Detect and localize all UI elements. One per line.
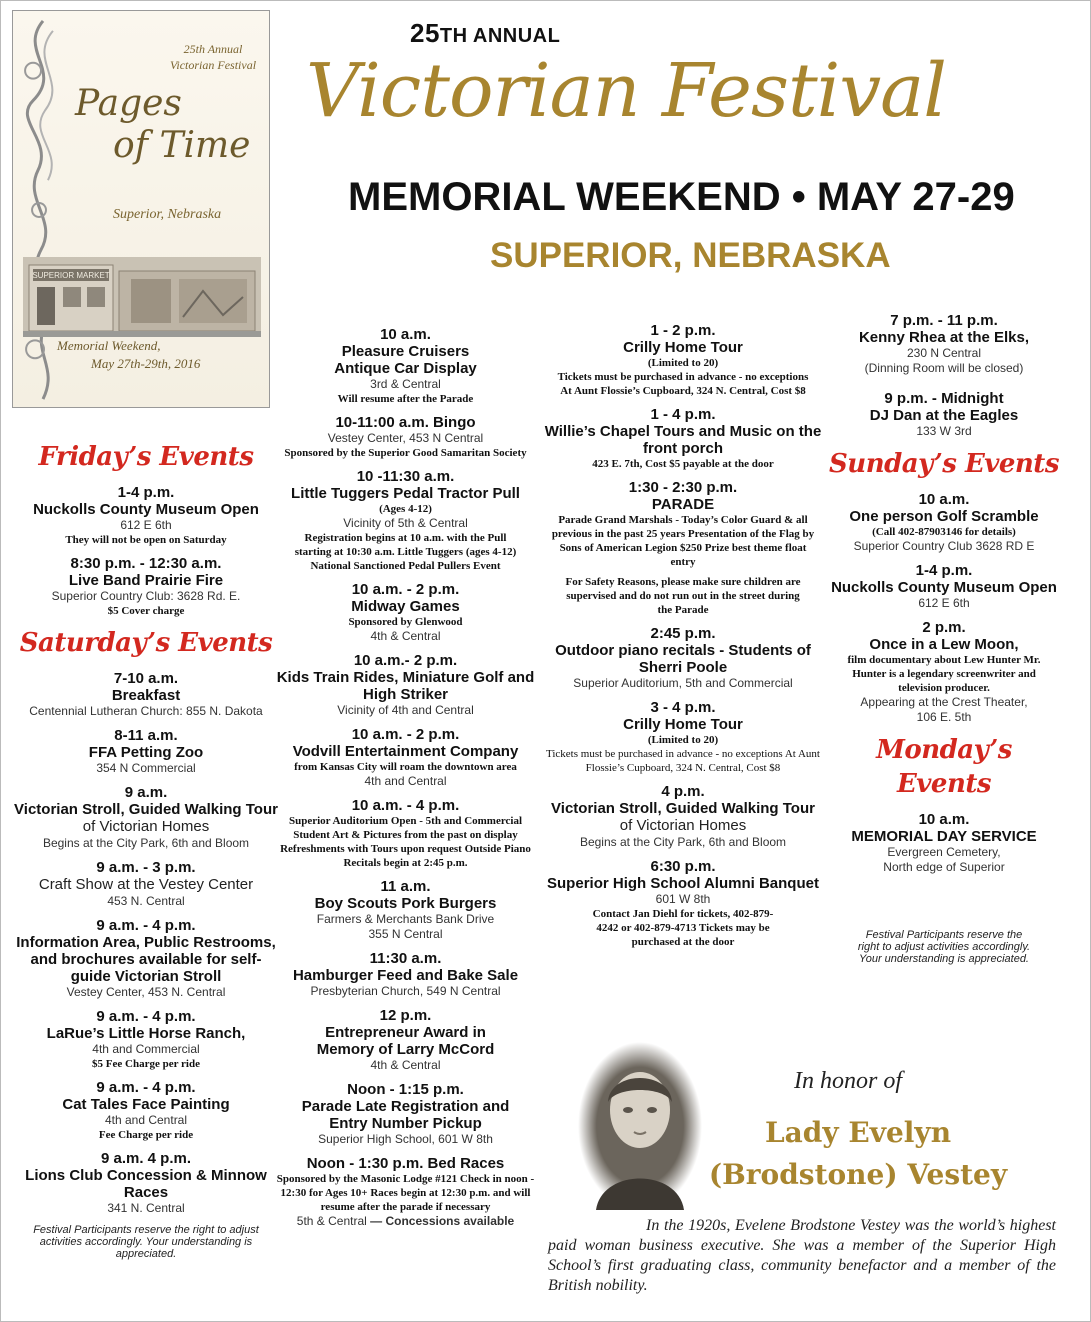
event-time: 12 p.m. bbox=[379, 1007, 432, 1024]
monday-heading: Monday’s Events bbox=[876, 735, 1012, 799]
event-item bbox=[826, 562, 1062, 611]
event-note: (Call 402-87903146 for details) bbox=[872, 526, 1016, 538]
event-location: Superior High School, 601 W 8th bbox=[318, 1132, 493, 1146]
event-note: from Kansas City will roam the downtown area bbox=[294, 761, 517, 773]
event-details: 423 E. 7th, Cost $5 payable at the door bbox=[592, 458, 774, 470]
event-name: Craft Show at the Vestey Center bbox=[38, 876, 254, 893]
event-name: Boy Scouts Pork Burgers bbox=[314, 895, 497, 912]
event-time: 9 a.m. - 4 p.m. bbox=[96, 1079, 196, 1096]
event-location: Vestey Center, 453 N Central bbox=[327, 431, 484, 445]
event-name: PARADE bbox=[651, 496, 715, 513]
event-time: 6:30 p.m. bbox=[650, 858, 716, 875]
event-name: Parade Late Registration and Entry Number Pickup bbox=[301, 1098, 510, 1132]
poster-annual-line2: Victorian Festival bbox=[169, 58, 257, 72]
event-location: Farmers & Merchants Bank Drive bbox=[316, 912, 495, 926]
event-time: 10 a.m. bbox=[380, 326, 431, 343]
event-name: Hamburger Feed and Bake Sale bbox=[292, 967, 519, 984]
event-location: 341 N. Central bbox=[107, 1201, 185, 1215]
event-name: Victorian Stroll, Guided Walking Tour bbox=[14, 801, 278, 818]
event-time: 9 p.m. - Midnight bbox=[884, 390, 1004, 407]
event-name: Crilly Home Tour bbox=[623, 716, 743, 733]
event-name: Crilly Home Tour bbox=[623, 339, 743, 356]
event-name: Pleasure Cruisers Antique Car Display bbox=[334, 343, 477, 377]
event-location: 354 N Commercial bbox=[96, 761, 196, 775]
event-details: Superior Auditorium Open - 5th and Commercial Student Art & Pictures from the past on display Refreshments with Tours upon request Outside Piano Recitals begin at 2:45 p.m. bbox=[280, 815, 531, 869]
festival-title: Victorian Festival bbox=[306, 48, 946, 134]
header-annual-rest: TH ANNUAL bbox=[439, 25, 561, 47]
event-time: 8:30 p.m. - 12:30 a.m. bbox=[70, 555, 222, 572]
event-name: Kenny Rhea at the Elks, bbox=[858, 329, 1030, 346]
event-location-note: North edge of Superior bbox=[883, 860, 1005, 874]
poster-annual-line1: 25th Annual bbox=[183, 42, 243, 56]
event-time: Noon - 1:15 p.m. bbox=[347, 1081, 464, 1098]
friday-heading: Friday’s Events bbox=[38, 442, 254, 472]
event-location: 453 N. Central bbox=[107, 894, 185, 908]
event-details: Sponsored by the Masonic Lodge #121 Check in noon - 12:30 for Ages 10+ Races begin at 12:30 p.m. and will resume after the parade if necessary bbox=[276, 1173, 535, 1213]
poster-place: Superior, Nebraska bbox=[113, 207, 222, 222]
event-details: Parade Grand Marshals - Today’s Color Guard & all previous in the past 25 years Presentation of the Flag by Sons of American Legion $250 Prize best theme float entry bbox=[551, 514, 815, 568]
event-location: 230 N Central bbox=[906, 346, 982, 360]
event-location: 601 W 8th bbox=[655, 892, 711, 906]
event-time: 10 a.m. - 2 p.m. bbox=[351, 726, 460, 743]
event-location: Superior Country Club 3628 RD E bbox=[853, 539, 1035, 553]
poster-title-line1: Pages bbox=[75, 83, 182, 124]
event-item bbox=[544, 479, 822, 617]
event-time: 9 a.m. bbox=[124, 784, 168, 801]
event-location: Begins at the City Park, 6th and Bloom bbox=[579, 835, 787, 849]
event-location: Superior Country Club: 3628 Rd. E. bbox=[51, 589, 241, 603]
event-item bbox=[12, 784, 280, 851]
event-name: Kids Train Rides, Miniature Golf and High Striker bbox=[276, 669, 535, 703]
event-note: Will resume after the Parade bbox=[337, 393, 474, 405]
event-name: Nuckolls County Museum Open bbox=[831, 579, 1057, 596]
event-item bbox=[544, 625, 822, 691]
event-time: 1-4 p.m. bbox=[117, 484, 175, 501]
event-time: 8-11 a.m. bbox=[114, 727, 178, 744]
event-item bbox=[544, 783, 822, 850]
honoree-name-line2: (Brodstone) Vestey bbox=[708, 1158, 1008, 1191]
event-time: 11 a.m. bbox=[380, 878, 431, 895]
honoree-name-line1: Lady Evelyn bbox=[764, 1116, 952, 1149]
event-details: Contact Jan Diehl for tickets, 402-879-4242 or 402-879-4713 Tickets may be purchased at the door bbox=[592, 908, 774, 948]
event-time: 10 a.m. bbox=[918, 811, 970, 828]
poster-dates-line2: May 27th-29th, 2016 bbox=[91, 356, 201, 371]
event-name: Once in a Lew Moon, bbox=[869, 636, 1019, 653]
event-note: (Limited to 20) bbox=[647, 357, 719, 369]
event-time: 4 p.m. bbox=[661, 783, 705, 800]
event-location: Evergreen Cemetery, bbox=[887, 845, 1001, 859]
event-name-continued: of Victorian Homes bbox=[619, 817, 747, 834]
sunday-heading: Sunday’s Events bbox=[829, 449, 1059, 479]
event-item bbox=[268, 950, 543, 999]
event-item bbox=[826, 619, 1062, 725]
disclaimer: Festival Participants reserve the right to adjust activities accordingly. Your understanding is appreciated. bbox=[33, 1224, 259, 1260]
event-name-continued: of Victorian Homes bbox=[82, 818, 210, 835]
event-details: film documentary about Lew Hunter Mr. Hunter is a legendary screenwriter and television producer. bbox=[847, 654, 1041, 694]
disclaimer: Festival Participants reserve the right to adjust activities accordingly. Your understanding is appreciated. bbox=[857, 929, 1031, 965]
event-time: 1 - 4 p.m. bbox=[650, 406, 716, 423]
event-item bbox=[12, 917, 280, 1000]
event-name: Live Band Prairie Fire bbox=[68, 572, 224, 589]
event-item bbox=[12, 859, 280, 909]
event-time: 9 a.m. - 4 p.m. bbox=[96, 917, 196, 934]
event-location: Vicinity of 5th & Central bbox=[343, 516, 468, 530]
event-time: 3 - 4 p.m. bbox=[650, 699, 716, 716]
event-name: Victorian Stroll, Guided Walking Tour bbox=[551, 800, 815, 817]
event-details: Tickets must be purchased in advance - no exceptions At Aunt Flossie’s Cupboard, 324 N. Central, Cost $8 bbox=[557, 371, 809, 397]
event-time: 2 p.m. bbox=[922, 619, 966, 636]
event-time: 10-11:00 a.m. Bingo bbox=[335, 414, 476, 431]
event-item bbox=[826, 390, 1062, 439]
event-name: Outdoor piano recitals - Students of Sherri Poole bbox=[555, 642, 811, 676]
event-note: $5 Cover charge bbox=[107, 605, 185, 617]
event-note: Fee Charge per ride bbox=[98, 1129, 194, 1141]
column-saturday-continued bbox=[268, 326, 543, 1237]
event-time: 10 a.m. - 2 p.m. bbox=[351, 581, 460, 598]
event-name: Information Area, Public Restrooms, and brochures available for self-guide Victorian Stroll bbox=[16, 934, 276, 985]
event-name: Cat Tales Face Painting bbox=[62, 1096, 230, 1113]
poster-dates-line1: Memorial Weekend, bbox=[57, 338, 161, 353]
event-name: Vodvill Entertainment Company bbox=[292, 743, 519, 760]
event-details: Registration begins at 10 a.m. with the Pull starting at 10:30 a.m. Little Tuggers (ages 4-12) National Sanctioned Pedal Pullers Event bbox=[294, 532, 517, 572]
event-location: Appearing at the Crest Theater, 106 E. 5th bbox=[860, 695, 1028, 724]
event-time: Noon - 1:30 p.m. Bed Races bbox=[306, 1155, 505, 1172]
event-item bbox=[268, 1081, 543, 1147]
event-time: 9 a.m. - 4 p.m. bbox=[96, 1008, 196, 1025]
event-item bbox=[268, 878, 543, 942]
event-location: Begins at the City Park, 6th and Bloom bbox=[42, 836, 250, 850]
event-note: (Limited to 20) bbox=[647, 734, 719, 746]
event-note: (Ages 4-12) bbox=[379, 503, 432, 515]
event-time: 11:30 a.m. bbox=[369, 950, 442, 967]
event-item bbox=[544, 699, 822, 775]
event-location: 4th and Central bbox=[364, 774, 447, 788]
honoree-bio: In the 1920s, Evelene Brodstone Vestey was the world’s highest paid woman business executive. She was a member of the Superior High School’s first graduating class, community benefactor and a member of the British nobility. bbox=[548, 1217, 1056, 1294]
poster-title-line2: of Time bbox=[113, 125, 251, 166]
festival-poster bbox=[12, 10, 270, 408]
event-item bbox=[12, 727, 280, 776]
event-time: 1-4 p.m. bbox=[915, 562, 973, 579]
event-item bbox=[268, 797, 543, 870]
event-time: 9 a.m. 4 p.m. bbox=[100, 1150, 192, 1167]
event-location: Vestey Center, 453 N. Central bbox=[66, 985, 226, 999]
event-time: 1 - 2 p.m. bbox=[650, 322, 716, 339]
honor-heading: In honor of bbox=[794, 1068, 902, 1094]
event-name: LaRue’s Little Horse Ranch, bbox=[46, 1025, 246, 1042]
event-item bbox=[544, 406, 822, 471]
event-item bbox=[12, 1079, 280, 1142]
event-location: 612 E 6th bbox=[120, 518, 172, 532]
event-time: 2:45 p.m. bbox=[650, 625, 716, 642]
poster-dates bbox=[57, 337, 200, 373]
event-name: FFA Petting Zoo bbox=[88, 744, 204, 761]
event-item bbox=[268, 1155, 543, 1229]
header-place: SUPERIOR, NEBRASKA bbox=[490, 236, 891, 275]
event-name: Breakfast bbox=[111, 687, 181, 704]
event-item bbox=[544, 858, 822, 949]
event-item bbox=[268, 652, 543, 718]
concessions-note: — Concessions available bbox=[366, 1214, 515, 1228]
event-name: DJ Dan at the Eagles bbox=[869, 407, 1019, 424]
event-note: Sponsored by the Superior Good Samaritan Society bbox=[284, 447, 527, 459]
event-details: Tickets must be purchased in advance - no exceptions At Aunt Flossie’s Cupboard, 324 N. Central, Cost $8 bbox=[546, 748, 820, 774]
event-note: They will not be open on Saturday bbox=[65, 534, 227, 546]
event-location: 4th & Central bbox=[370, 1058, 441, 1072]
column-saturday-afternoon bbox=[544, 322, 822, 957]
event-time: 10 a.m.- 2 p.m. bbox=[353, 652, 458, 669]
event-item bbox=[826, 811, 1062, 875]
event-time: 1:30 - 2:30 p.m. bbox=[628, 479, 738, 496]
event-name: Little Tuggers Pedal Tractor Pull bbox=[291, 485, 520, 502]
event-location: Presbyterian Church, 549 N Central bbox=[310, 984, 501, 998]
event-location-note: (Dinning Room will be closed) bbox=[864, 361, 1024, 375]
event-location: 4th and Commercial bbox=[92, 1042, 200, 1056]
event-location: 4th & Central bbox=[370, 629, 441, 643]
event-item bbox=[268, 414, 543, 460]
event-item bbox=[268, 581, 543, 644]
event-location-address: 355 N Central bbox=[368, 927, 443, 941]
event-location: Vicinity of 4th and Central bbox=[337, 703, 474, 717]
event-name: Entrepreneur Award in Memory of Larry McCord bbox=[316, 1024, 495, 1058]
event-location: 3rd & Central bbox=[370, 377, 441, 391]
event-name: Midway Games bbox=[351, 598, 460, 615]
event-time: 10 -11:30 a.m. bbox=[356, 468, 455, 485]
event-item bbox=[544, 322, 822, 398]
event-time: 9 a.m. - 3 p.m. bbox=[96, 859, 196, 876]
event-item bbox=[268, 726, 543, 789]
event-item bbox=[826, 491, 1062, 554]
event-name: Willie’s Chapel Tours and Music on the front porch bbox=[544, 423, 822, 457]
honoree-name bbox=[700, 1112, 1016, 1196]
event-item bbox=[12, 484, 280, 547]
svg-text:SUPERIOR MARKET: SUPERIOR MARKET bbox=[32, 271, 110, 280]
event-note: Sponsored by Glenwood bbox=[348, 616, 463, 628]
safety-note: For Safety Reasons, please make sure children are supervised and do not run out in the street during the Parade bbox=[565, 576, 801, 616]
event-item bbox=[268, 1007, 543, 1073]
event-location: 133 W 3rd bbox=[916, 424, 972, 438]
event-item bbox=[12, 670, 280, 719]
event-name: One person Golf Scramble bbox=[849, 508, 1039, 525]
event-location: Centennial Lutheran Church: 855 N. Dakota bbox=[29, 704, 263, 718]
event-time: 7-10 a.m. bbox=[113, 670, 179, 687]
event-location-line bbox=[268, 1214, 543, 1229]
event-note: $5 Fee Charge per ride bbox=[92, 1058, 200, 1070]
header-annual-number: 25 bbox=[410, 18, 440, 48]
header-annual bbox=[410, 18, 560, 49]
event-item bbox=[268, 326, 543, 406]
event-item bbox=[268, 468, 543, 573]
event-location: 612 E 6th bbox=[918, 596, 970, 610]
event-item bbox=[12, 555, 280, 618]
column-sunday-monday bbox=[826, 312, 1062, 965]
poster-title bbox=[75, 83, 250, 167]
event-time: 10 a.m. bbox=[918, 491, 970, 508]
event-time: 7 p.m. - 11 p.m. bbox=[890, 312, 998, 329]
header-weekend-dates: MEMORIAL WEEKEND • MAY 27-29 bbox=[348, 175, 1015, 219]
event-name: Lions Club Concession & Minnow Races bbox=[25, 1167, 267, 1201]
poster-building-image bbox=[23, 257, 261, 337]
event-name: Superior High School Alumni Banquet bbox=[547, 875, 819, 892]
saturday-heading: Saturday’s Events bbox=[19, 628, 273, 658]
event-location: Superior Auditorium, 5th and Commercial bbox=[573, 676, 793, 690]
column-friday-saturday bbox=[12, 438, 280, 1260]
event-item bbox=[12, 1150, 280, 1216]
event-name: MEMORIAL DAY SERVICE bbox=[851, 828, 1037, 845]
event-item bbox=[826, 312, 1062, 376]
event-item bbox=[12, 1008, 280, 1071]
event-location: 4th and Central bbox=[104, 1113, 188, 1127]
portrait-photo bbox=[576, 1040, 704, 1212]
event-location: 5th & Central bbox=[296, 1214, 367, 1228]
event-name: Nuckolls County Museum Open bbox=[33, 501, 259, 518]
event-time: 10 a.m. - 4 p.m. bbox=[351, 797, 460, 814]
poster-annual bbox=[163, 41, 263, 73]
